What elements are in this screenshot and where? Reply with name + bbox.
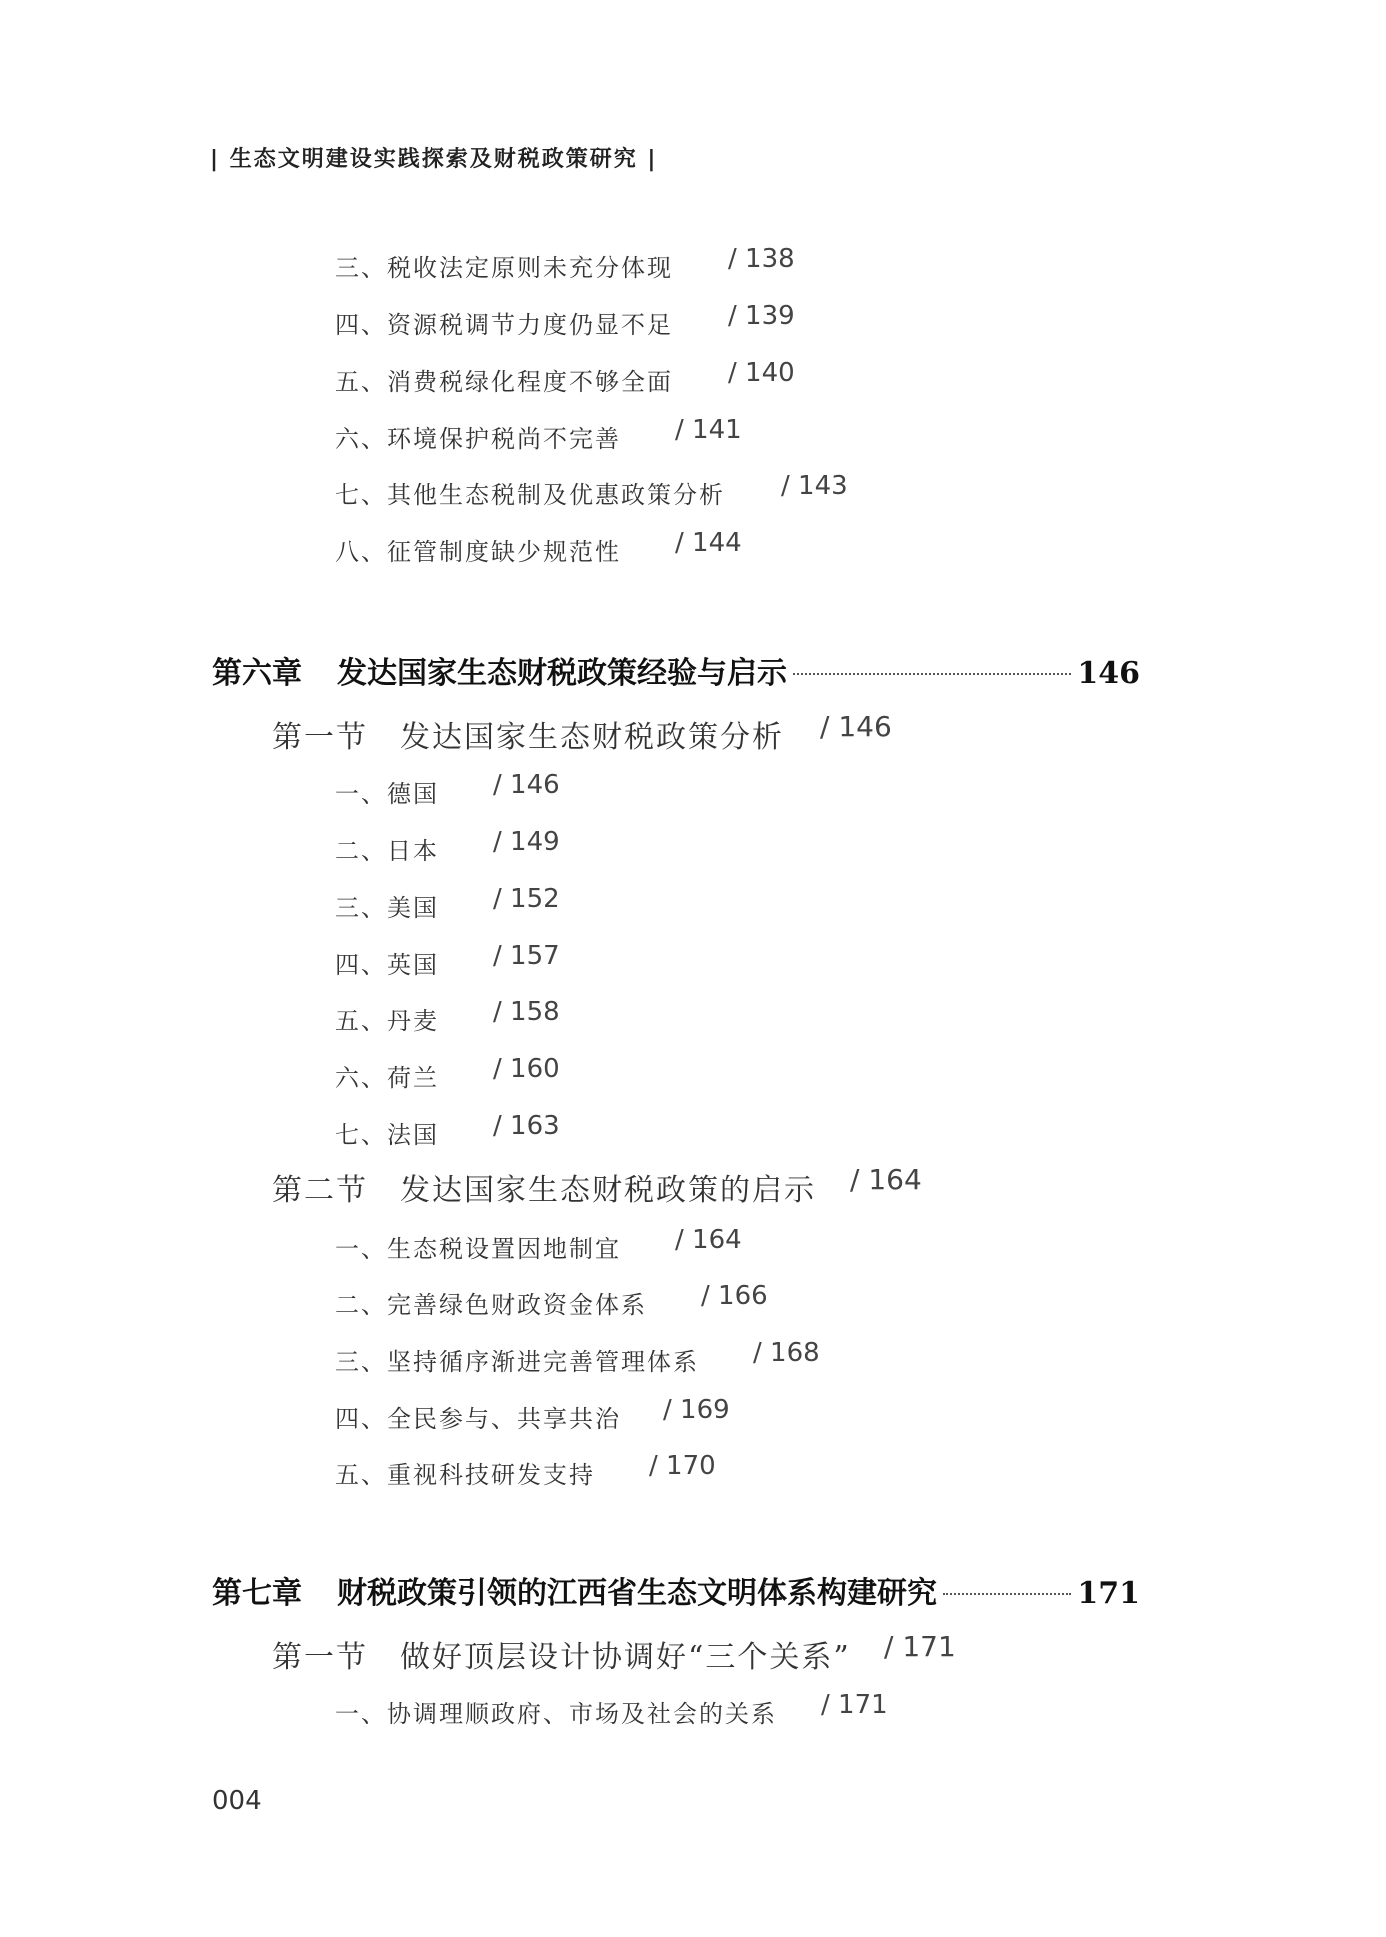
toc-item-page: / 140 bbox=[728, 358, 795, 388]
chapter-page: 146 bbox=[1077, 656, 1140, 691]
toc-item-page: / 168 bbox=[753, 1338, 820, 1368]
toc-item[interactable] bbox=[335, 1451, 716, 1490]
toc-item-page: / 160 bbox=[493, 1054, 560, 1084]
toc-item[interactable] bbox=[335, 997, 560, 1036]
toc-item-page: / 146 bbox=[493, 770, 560, 800]
running-header: | 生态文明建设实践探索及财税政策研究 | bbox=[210, 147, 658, 172]
section-entry[interactable] bbox=[272, 710, 892, 756]
toc-item-title: 六、荷兰 bbox=[335, 1064, 439, 1092]
toc-item-title: 七、法国 bbox=[335, 1121, 439, 1149]
toc-item-title: 四、资源税调节力度仍显不足 bbox=[335, 311, 673, 339]
section-title: 第一节 发达国家生态财税政策分析 bbox=[272, 720, 784, 755]
section-page: / 171 bbox=[884, 1630, 956, 1663]
page-number: 004 bbox=[212, 1786, 262, 1816]
toc-item-page: / 152 bbox=[493, 884, 560, 914]
toc-item-title: 二、日本 bbox=[335, 837, 439, 865]
section-page: / 146 bbox=[820, 710, 892, 743]
toc-item[interactable] bbox=[335, 358, 795, 397]
toc-item[interactable] bbox=[335, 884, 560, 923]
toc-item-title: 六、环境保护税尚不完善 bbox=[335, 425, 621, 453]
toc-item-page: / 139 bbox=[728, 301, 795, 331]
toc-item[interactable] bbox=[335, 941, 560, 980]
section-page: / 164 bbox=[850, 1163, 922, 1196]
toc-item[interactable] bbox=[335, 528, 742, 567]
toc-item-title: 三、坚持循序渐进完善管理体系 bbox=[335, 1348, 699, 1376]
toc-item-page: / 163 bbox=[493, 1111, 560, 1141]
toc-item[interactable] bbox=[335, 770, 560, 809]
toc-item-page: / 166 bbox=[701, 1281, 768, 1311]
toc-item-title: 一、协调理顺政府、市场及社会的关系 bbox=[335, 1700, 777, 1728]
chapter-6-entry[interactable] bbox=[212, 648, 1140, 692]
toc-item[interactable] bbox=[335, 244, 795, 283]
toc-item-title: 四、英国 bbox=[335, 951, 439, 979]
chapter-title: 财税政策引领的江西省生态文明体系构建研究 bbox=[337, 1576, 937, 1611]
chapter-7-entry[interactable] bbox=[212, 1568, 1140, 1612]
toc-item-page: / 164 bbox=[675, 1225, 742, 1255]
toc-item-title: 七、其他生态税制及优惠政策分析 bbox=[335, 481, 725, 509]
toc-item[interactable] bbox=[335, 1395, 730, 1434]
toc-item-page: / 141 bbox=[675, 415, 742, 445]
toc-item-title: 一、生态税设置因地制宜 bbox=[335, 1235, 621, 1263]
section-entry[interactable] bbox=[272, 1630, 956, 1676]
toc-item-title: 八、征管制度缺少规范性 bbox=[335, 538, 621, 566]
toc-item[interactable] bbox=[335, 1225, 742, 1264]
toc-item-title: 二、完善绿色财政资金体系 bbox=[335, 1291, 647, 1319]
toc-item[interactable] bbox=[335, 1338, 820, 1377]
toc-item-page: / 138 bbox=[728, 244, 795, 274]
toc-item-page: / 143 bbox=[781, 471, 848, 501]
dot-leader bbox=[943, 1593, 1071, 1595]
toc-item-title: 五、重视科技研发支持 bbox=[335, 1461, 595, 1489]
toc-item-page: / 169 bbox=[663, 1395, 730, 1425]
toc-item[interactable] bbox=[335, 827, 560, 866]
toc-item-page: / 171 bbox=[821, 1690, 888, 1720]
toc-item[interactable] bbox=[335, 1690, 888, 1729]
toc-item-page: / 149 bbox=[493, 827, 560, 857]
toc-item-title: 三、税收法定原则未充分体现 bbox=[335, 254, 673, 282]
toc-item[interactable] bbox=[335, 1054, 560, 1093]
toc-item-title: 三、美国 bbox=[335, 894, 439, 922]
section-title: 第二节 发达国家生态财税政策的启示 bbox=[272, 1173, 816, 1208]
toc-item-page: / 170 bbox=[649, 1451, 716, 1481]
toc-item-page: / 144 bbox=[675, 528, 742, 558]
toc-item-title: 五、丹麦 bbox=[335, 1007, 439, 1035]
toc-item-page: / 158 bbox=[493, 997, 560, 1027]
chapter-title: 发达国家生态财税政策经验与启示 bbox=[337, 656, 787, 691]
chapter-page: 171 bbox=[1077, 1576, 1140, 1611]
toc-item-title: 五、消费税绿化程度不够全面 bbox=[335, 368, 673, 396]
section-title: 第一节 做好顶层设计协调好“三个关系” bbox=[272, 1640, 851, 1675]
chapter-number: 第七章 bbox=[212, 1576, 302, 1611]
toc-item-title: 四、全民参与、共享共治 bbox=[335, 1405, 621, 1433]
section-entry[interactable] bbox=[272, 1163, 922, 1209]
toc-item[interactable] bbox=[335, 1281, 768, 1320]
toc-item[interactable] bbox=[335, 471, 848, 510]
chapter-number: 第六章 bbox=[212, 656, 302, 691]
toc-item[interactable] bbox=[335, 301, 795, 340]
toc-item-title: 一、德国 bbox=[335, 780, 439, 808]
toc-item[interactable] bbox=[335, 415, 742, 454]
dot-leader bbox=[793, 673, 1071, 675]
toc-item[interactable] bbox=[335, 1111, 560, 1150]
toc-item-page: / 157 bbox=[493, 941, 560, 971]
